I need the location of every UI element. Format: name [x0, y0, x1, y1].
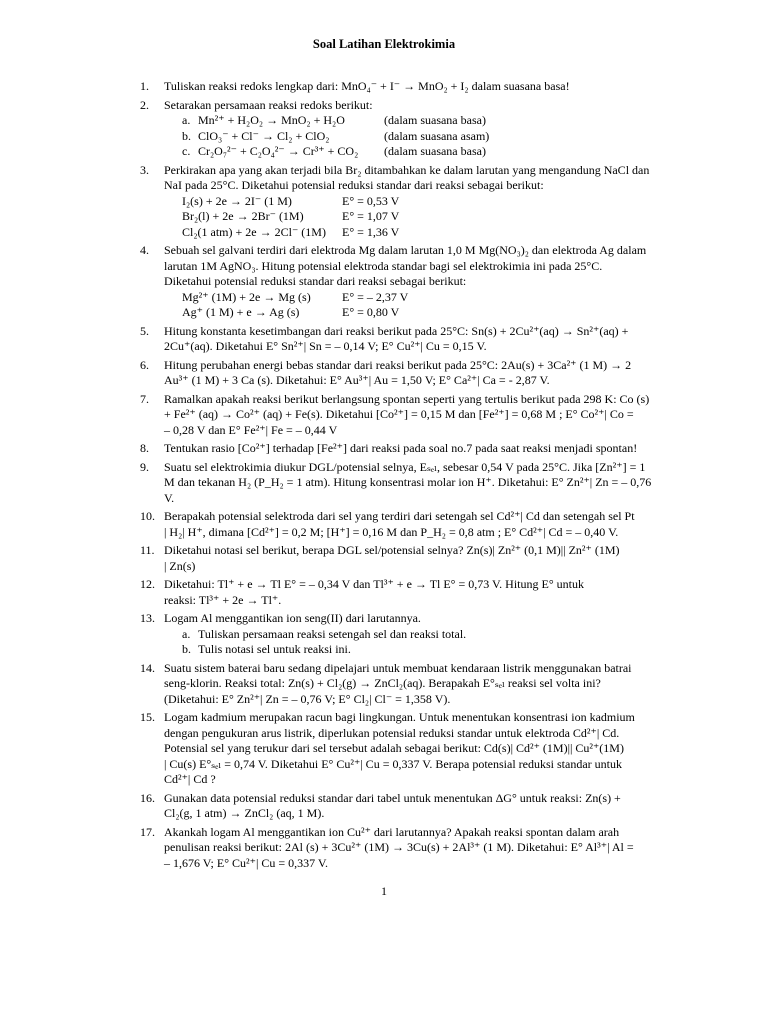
question-item: [140, 324, 640, 355]
question-text: Ramalkan apakah reaksi berikut berlangsung spontan seperti yang tertulis berikut pada 298 K: Co (s): [164, 391, 650, 406]
standard-potential: E° = 1,36 V: [342, 224, 400, 239]
question-number: 14.: [140, 660, 155, 675]
sub-question-condition: (dalam suasana basa): [384, 113, 486, 127]
question-text: NaI pada 25°C. Diketahui potensial reduksi standar dari reaksi sebagai berikut:: [164, 178, 544, 192]
question-number: 15.: [140, 710, 155, 724]
question-number: 8.: [140, 441, 149, 455]
sub-question: [164, 144, 640, 160]
question-item: [140, 358, 640, 389]
question-number: 2.: [140, 97, 149, 112]
question-number: 7.: [140, 391, 149, 406]
question-item: [140, 543, 640, 574]
question-number: 3.: [140, 162, 149, 177]
question-number: 5.: [140, 323, 149, 338]
question-number: 12.: [140, 577, 155, 591]
question-item: [140, 243, 647, 321]
question-text: Suatu sel elektrokimia diukur DGL/potensial selnya, Eₛₑₗ, sebesar 0,54 V pada 25°C. Jika [Zn²⁺] = 1: [164, 459, 646, 474]
question-item: [140, 791, 640, 822]
reduction-potential-row: [164, 290, 640, 306]
sub-question-label: b.: [182, 128, 191, 143]
sub-question-text: Tuliskan persamaan reaksi setengah sel dan reaksi total.: [198, 626, 467, 641]
half-reaction: Cl₂(1 atm) + 2e → 2Cl⁻ (1M): [182, 224, 326, 239]
standard-potential: E° = 0,80 V: [342, 305, 400, 319]
question-number: 11.: [140, 543, 155, 557]
sub-question: [164, 627, 640, 643]
question-number: 17.: [140, 824, 155, 839]
question-text: Perkirakan apa yang akan terjadi bila Br₂ ditambahkan ke dalam larutan yang mengandung NaCl dan: [164, 162, 650, 177]
sub-question: [164, 113, 640, 129]
question-text: (Diketahui: E° Zn²⁺| Zn = – 0,76 V; E° Cl₂| Cl⁻ = 1,358 V).: [164, 691, 451, 706]
question-text: Tentukan rasio [Co²⁺] terhadap [Fe²⁺] dari reaksi pada soal no.7 pada saat reaksi menjadi spontan!: [164, 441, 638, 455]
question-text: Diketahui: Tl⁺ + e → Tl E° = – 0,34 V dan Tl³⁺ + e → Tl E° = 0,73 V. Hitung E° untuk: [164, 577, 584, 591]
sub-question: [164, 642, 640, 658]
sub-question-text: Cr₂O₇²⁻ + C₂O₄²⁻ → Cr³⁺ + CO₂: [198, 144, 359, 158]
reduction-potential-row: [164, 209, 640, 225]
sub-question-label: a.: [182, 113, 191, 127]
question-text: Sebuah sel galvani terdiri dari elektroda Mg dalam larutan 1,0 M Mg(NO₃)₂ dan elektroda Ag dalam: [164, 243, 647, 257]
question-text: Tuliskan reaksi redoks lengkap dari: MnO₄⁻ + I⁻ → MnO₂ + I₂ dalam suasana basa!: [164, 79, 570, 93]
question-text: – 1,676 V; E° Cu²⁺| Cu = 0,337 V.: [164, 855, 329, 870]
question-item: [140, 661, 640, 708]
question-text: Logam Al menggantikan ion seng(II) dari larutannya.: [164, 611, 421, 625]
page-number: 1: [381, 884, 387, 898]
question-text: Diketahui notasi sel berikut, berapa DGL sel/potensial selnya? Zn(s)| Zn²⁺ (0,1 M)|| Zn²⁺ (1M): [164, 543, 620, 557]
half-reaction: Br₂(l) + 2e → 2Br⁻ (1M): [182, 209, 304, 223]
question-text: | H₂| H⁺, dimana [Cd²⁺] = 0,2 M; [H⁺] = 0,16 M dan P_H₂ = 0,8 atm ; E° Cd²⁺| Cd = – 0,40 V.: [164, 524, 619, 539]
question-list: [140, 79, 652, 874]
question-text: Gunakan data potensial reduksi standar dari tabel untuk menentukan ΔG° untuk reaksi: Zn(s) +: [164, 790, 621, 805]
question-item: [140, 441, 640, 457]
reduction-potential-row: [164, 305, 640, 321]
half-reaction: Ag⁺ (1 M) + e → Ag (s): [182, 305, 300, 319]
sub-question-label: c.: [182, 144, 191, 158]
question-text: Berapakah potensial selektroda dari sel yang terdiri dari setengah sel Cd²⁺| Cd dan setengah sel Pt: [164, 509, 635, 523]
question-text: dengan pengukuran arus listrik, diperlukan potensial reduksi standar untuk elektroda Cd²⁺| Cd.: [164, 725, 620, 740]
question-text: Suatu sistem baterai baru sedang dipelajari untuk membuat kendaraan listrik menggunakan batrai: [164, 660, 632, 675]
reduction-potential-row: [164, 194, 640, 210]
question-item: [140, 79, 640, 95]
question-text: Hitung perubahan energi bebas standar dari reaksi berikut pada 25°C: 2Au(s) + 3Ca²⁺ (1 M) → 2: [164, 357, 632, 372]
page-title: Soal Latihan Elektrokimia: [312, 37, 456, 51]
question-item: [140, 162, 650, 241]
question-text: Diketahui potensial reduksi standar dari reaksi sebagai berikut:: [164, 274, 467, 288]
question-text: Potensial sel yang terukur dari sel tersebut adalah sebagai berikut: Cd(s)| Cd²⁺ (1M)|| Cu²⁺(1M): [164, 741, 624, 755]
question-text: + Fe²⁺ (aq) → Co²⁺ (aq) + Fe(s). Diketahui [Co²⁺] = 0,15 M dan [Fe²⁺] = 0,68 M ; E° Co²⁺| Co =: [164, 407, 634, 421]
standard-potential: E° = – 2,37 V: [342, 289, 409, 304]
reduction-potential-row: [164, 225, 640, 241]
sub-question-text: ClO₃⁻ + Cl⁻ → Cl₂ + ClO₂: [198, 128, 330, 143]
question-item: [140, 459, 652, 507]
question-text: Setarakan persamaan reaksi redoks berikut:: [164, 97, 373, 112]
question-text: Logam kadmium merupakan racun bagi lingkungan. Untuk menentukan konsentrasi ion kadmium: [164, 710, 635, 724]
sub-question-condition: (dalam suasana asam): [384, 128, 490, 143]
question-text: larutan 1M AgNO₃. Hitung potensial elektroda standar bagi sel elektrokimia ini pada 25°C.: [164, 258, 603, 273]
question-text: M dan tekanan H₂ (P_H₂ = 1 atm). Hitung konsentrasi molar ion H⁺. Diketahui: E° Zn²⁺| Zn = – 0,76: [164, 475, 652, 489]
sub-question-text: Tulis notasi sel untuk reaksi ini.: [198, 642, 351, 656]
question-text: Cl₂(g, 1 atm) → ZnCl₂ (aq, 1 M).: [164, 806, 325, 820]
question-text: | Cu(s) E°ₛₑₗ = 0,74 V. Diketahui E° Cu²⁺| Cu = 0,337 V. Berapa potensial reduksi standar untuk: [164, 756, 622, 771]
question-number: 13.: [140, 611, 155, 625]
half-reaction: I₂(s) + 2e → 2I⁻ (1 M): [182, 193, 292, 208]
question-text: reaksi: Tl³⁺ + 2e → Tl⁺.: [164, 592, 282, 607]
question-item: [140, 577, 640, 608]
sub-question: [164, 129, 640, 145]
question-text: Cd²⁺| Cd ?: [164, 772, 216, 786]
question-item: [140, 825, 640, 872]
question-number: 9.: [140, 459, 149, 474]
sub-question-text: Mn²⁺ + H₂O₂ → MnO₂ + H₂O: [198, 113, 345, 127]
question-text: seng-klorin. Reaksi total: Zn(s) + Cl₂(g) → ZnCl₂(aq). Berapakah E°ₛₑₗ reaksi sel volta ini?: [164, 676, 601, 690]
sub-question-label: b.: [182, 642, 191, 656]
standard-potential: E° = 0,53 V: [342, 193, 400, 208]
question-text: Akankah logam Al menggantikan ion Cu²⁺ dari larutannya? Apakah reaksi spontan dalam arah: [164, 824, 620, 839]
question-item: [140, 509, 640, 540]
question-number: 1.: [140, 79, 149, 93]
question-text: | Zn(s): [164, 558, 196, 573]
half-reaction: Mg²⁺ (1M) + 2e → Mg (s): [182, 289, 311, 304]
question-text: – 0,28 V dan E° Fe²⁺| Fe = – 0,44 V: [164, 422, 338, 437]
question-item: [140, 611, 640, 658]
question-number: 4.: [140, 243, 149, 257]
question-text: Au³⁺ (1 M) + 3 Ca (s). Diketahui: E° Au³⁺| Au = 1,50 V; E° Ca²⁺| Ca = - 2,87 V.: [164, 373, 550, 387]
question-number: 16.: [140, 790, 155, 805]
question-text: penulisan reaksi berikut: 2Al (s) + 3Cu²⁺ (1M) → 3Cu(s) + 2Al³⁺ (1 M). Diketahui: E° Al³⁺| Al =: [164, 840, 634, 854]
question-number: 6.: [140, 357, 149, 372]
sub-question-condition: (dalam suasana basa): [384, 144, 486, 158]
question-number: 10.: [140, 509, 155, 523]
question-text: Hitung konstanta kesetimbangan dari reaksi berikut pada 25°C: Sn(s) + 2Cu²⁺(aq) → Sn²⁺(aq) +: [164, 323, 629, 338]
question-text: 2Cu⁺(aq). Diketahui E° Sn²⁺| Sn = – 0,14 V; E° Cu²⁺| Cu = 0,15 V.: [164, 339, 487, 353]
question-item: [140, 710, 640, 788]
question-text: V.: [164, 490, 175, 505]
question-item: [140, 391, 650, 439]
sub-question-label: a.: [182, 626, 191, 641]
question-item: [140, 98, 640, 160]
standard-potential: E° = 1,07 V: [342, 209, 400, 223]
